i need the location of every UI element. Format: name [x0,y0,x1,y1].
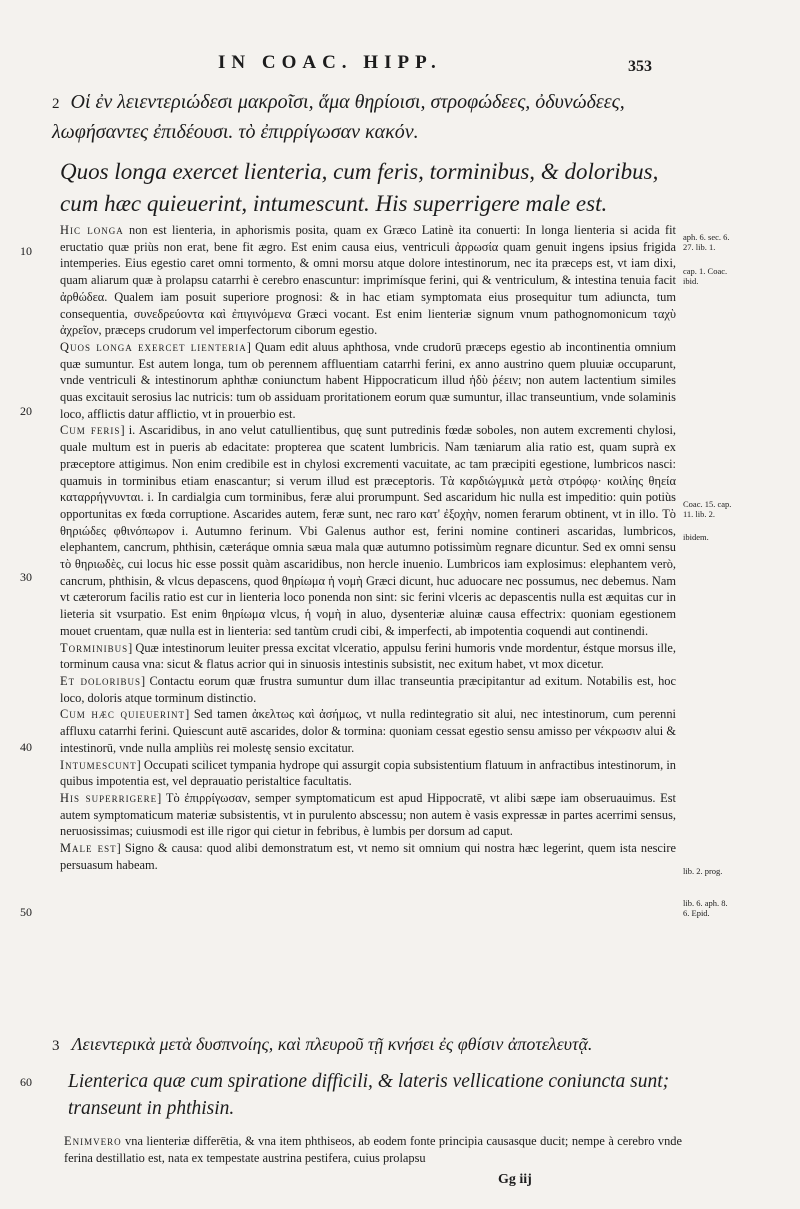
greek-text: Οἱ ἐν λειεντεριώδεσι μακροῖσι, ἅμα θηρίοισι, στροφώδεες, ὀδυνώδεες, λωφήσαντες ἐπιδέουσι. τὸ ἐπιρρίγωσαν κακόν. [52,91,625,143]
commentary-text: non est lienteria, in aphorismis posita, quam ex Græco Latinè ita conuerti: In longa lienteria si acida fit eructatio quæ priùs non erat, bene fit ægro. Est enim causa eius, ventriculi ἀρρωσία quam genuit ingens ipsius frigida intemperies. Eius egestio caret omni tormento, & omni morsu atque dolore intestinorum, nec ita præceps est, vt iam dixi, quam aliarum quæ à prolapsu catarrhi è cerebro enascuntur: imprimísque ferini, qui & ventriculum, & intestina tenuia facit ἀρθώδεα. Qualem iam posuit superiore prognosi: & in hac etiam symptomata eius prosequitur tum adiuncta, tum consequentia, συνεδρεύοντα καὶ ἐπιγινόμενα Græci vocant. Est enim lienteriæ signum vnum pathognomonicum ταχὺ ἀχρεῖον, præceps crudorum vel imperfectorum ciborum egestio. [60,223,677,338]
greek-text: Λειεντερικὰ μετὰ δυσπνοίης, καὶ πλευροῦ τῇ κνήσει ἐς φθίσιν ἀποτελευτᾷ. [71,1034,593,1054]
commentary-text: ] Τὸ ἐπιρρίγωσαν, semper symptomaticum est apud Hippocratē, vt alibi sæpe iam obseruauimus. Est autem symptomaticum materiæ subsistentis, vt in purulento abscessu; non autem è vasis expressæ in partes acerrimi sensus, neruosissimas; cuiusmodi est ille rigor qui cietur in febribus, è lumbis per dorsum ad caput. [60,790,676,839]
lemma: Male est [60,841,117,856]
lemma: Cum feris [60,423,121,438]
marginal-note: aph. 6. sec. 6. 27. lib. 1. [683,232,730,252]
commentary-paragraph [60,757,676,790]
lemma: Torminibus [60,640,129,655]
commentary-paragraph [60,673,676,706]
commentary-text: ] Quam edit aluus aphthosa, vnde crudorū præceps egestio ab incontinentia omnium quæ sumuntur. Est autem longa, tum ob perennem affluentiam catarrhi ferini, ex anno austrino quem pluuiæ occuparunt, vnde ventriculi & intestinorum aphthæ coniunctum habent Hippocraticum illud ἡδὺ ῥέειν; non autem lactentium similes quas excitauit serosius lac nutricis: tum ob assiduam proritationem eorum quæ sumuntur, illac transeuntium, vnde solaminis loco, afflictis datur afflictio, vt in prouerbio est. [60,339,676,421]
commentary-paragraph [60,422,676,639]
marginal-note: ibidem. [683,532,709,542]
marginal-note: Coac. 15. cap. 11. lib. 2. [683,499,732,519]
commentary-text: ] Sed tamen ἀκελτως καὶ ἀσήμως, vt nulla redintegratio sit alui, nec intestinorum, cum perenni affluxu catarrhi ferini. Quiescunt autē ascarides, dolor & tormina: quoniam cessat egestio sensu amisso per νέκρωσιν alui & intestinorū, vnde nulla ampliùs rei molestę sensio excitatur. [60,707,676,755]
commentary-text: ] Contactu eorum quæ frustra sumuntur dum illac transeuntia præcipitantur ad exitum. Notabilis est, hoc loco, doloris atque torminum distinctio. [60,673,676,705]
commentary-paragraph [60,840,676,873]
section-number: 2 [52,96,60,112]
line-number: 40 [20,740,32,754]
lemma: Hic longa [60,223,124,237]
line-number: 10 [20,244,32,258]
lemma: Enimvero [64,1134,122,1148]
signature-mark: Gg iij [498,1172,532,1187]
line-number: 60 [20,1075,32,1089]
line-number: 20 [20,404,32,418]
marginal-note: cap. 1. Coac. ibid. [683,266,728,286]
lemma: Cum hæc quieuerint [60,707,186,722]
commentary-text: ] Signo & causa: quod alibi demonstratum est, vt nemo sit omnium qui nostra hæc legerint, quem ista nescire persuasum habeam. [60,841,676,872]
commentary-text: ] i. Ascaridibus, in ano velut catullientibus, quę sunt putredinis fœdæ soboles, non autem excrementi chylosi, quale multum est in pueris ab edacitate: propterea que scatent lumbricis. Nam tæniarum alia ratio est, quam suprà ex præceptore attigimus. Non enim credibile est in chylosi excrementi vacuitate, ac tam præcipiti egestione, lumbricos nasci: quamuis in torminibus etiam enascantur; si verum illud est præceptoris. Τὰ καρδιώγμικὰ μετὰ στρόφῳ· κοιλίης θηεία καταρρήγνυνται. i. In cardialgia cum torminibus, feræ alui prorumpunt. Sed ascaridum hic nulla est impeditio: quin potiùs opportunitas ex fœda corruptione. Ascarides autem, feræ sunt, nec raro κατ' ἐξοχὴν, nomen ferarum obtinent, vt in illo. Τὸ θηριώδες φθινόπωρον i. Autumno ferinum. Vbi Galenus author est, ferini nomine contineri ascaridas, lumbricos, elephantem, cancrum, phthisin, cæteráque omnia sæua mala quæ autumno potissimùm regnare dicuntur. Sed ex omni sensu τὸ θηριωδὲς, cui locus hic esse possit quàm ascaridibus, non hercle inuenio. Lumbricos iam explosimus: elephantem verò, cancrum, phthisin, & vlcus depascens, quod θηρίωμα ἡ νομὴ Græci dicunt, huc aduocare nec possumus, nec debemus. Nam vt cæterorum facilis ratio est cur in lienteria loco ponenda non sint: sic ferini vlceris ac depascentis nulla est æquitas cur in lieteria sit vsurpatio. Est enim θηρίωμα vlcus, ἡ νομὴ in aluo, dysenteriæ aluinæ causa effectrix: quoniam egestionem mouet cruentam, quæ nulla est in lienteria: sed tantùm crudi cibi, & imperfecti, ab impotentia coquendi aut continendi. [60,423,676,638]
commentary-paragraph [60,640,676,673]
lemma: His superrigere [60,790,158,805]
commentary-paragraph [60,339,676,423]
commentary-paragraph [64,1133,682,1166]
lemma: Intumescunt [60,757,137,772]
commentary-body [60,222,676,873]
commentary-paragraph [60,790,676,840]
commentary-text: ] Quæ intestinorum leuiter pressa excitat vlceratio, appulsu ferini humoris vnde mordentur, éstque morsus ille, torminum causa vna: sicut & flatus acrior qui in sinuosis intestinis subsistit, nec exitum habet, vt mox dicetur. [60,640,676,672]
lemma: Et doloribus [60,673,141,688]
section-number: 3 [52,1038,60,1054]
marginal-note: lib. 6. aph. 8. 6. Epid. [683,898,728,918]
commentary-text: ] Occupati scilicet tympania hydrope qui assurgit copia subsistentium flatuum in anfractibus intestinorum, in quibus impotentia est, vel deprauatio peristaltice facultatis. [60,757,676,789]
section-latin-heading: Quos longa exercet lienteria, cum feris, torminibus, & doloribus, cum hæc quieuerint, intumescunt. His superrigere male est. [60,159,659,216]
marginal-note: lib. 2. prog. [683,866,723,876]
running-head: IN COAC. HIPP. [218,52,442,73]
line-number: 50 [20,905,32,919]
page-number: 353 [628,58,652,75]
line-number: 30 [20,570,32,584]
page-header [0,52,800,78]
lemma: Quos longa exercet lienteria [60,339,247,354]
section-greek-heading [52,1031,682,1059]
commentary-paragraph [60,706,676,756]
section-latin-heading: Lienterica quæ cum spiratione difficili, & lateris vellicatione coniuncta sunt; transeunt in phthisin. [68,1071,670,1119]
commentary-text: vna lienteriæ differētia, & vna item phthiseos, ab eodem fonte principia causasque ducit; nempe à cerebro vnde ferina destillatio est, nata ex tempestate austrina pestifera, cuius prolapsu [64,1134,682,1165]
section-greek-heading [52,88,682,146]
commentary-paragraph [60,222,676,339]
